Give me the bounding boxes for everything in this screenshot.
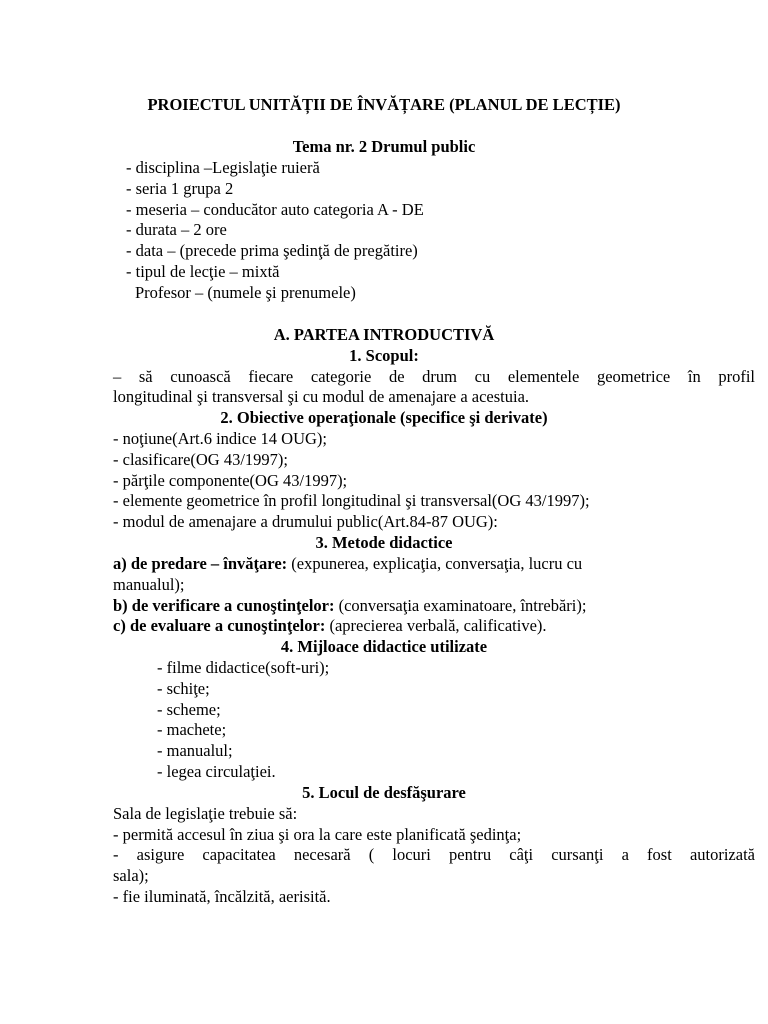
document-title: PROIECTUL UNITĂȚII DE ÎNVĂȚARE (PLANUL DE LECȚIE) — [147, 95, 621, 114]
objectives-heading: 2. Obiective operaţionale (specifice şi derivate) — [220, 408, 548, 427]
location-intro: Sala de legislaţie trebuie să: — [113, 804, 298, 823]
objective-item: - elemente geometrice în profil longitudinal şi transversal(OG 43/1997); — [113, 491, 590, 510]
method-teaching-label: a) de predare – învăţare: — [113, 554, 288, 573]
method-verification — [113, 595, 586, 616]
theme-heading: Tema nr. 2 Drumul public — [292, 137, 476, 156]
resource-item: - filme didactice(soft-uri); — [157, 658, 330, 677]
objective-item: - modul de amenajare a drumului public(Art.84-87 OUG): — [113, 512, 498, 531]
objective-item: - părţile componente(OG 43/1997); — [113, 471, 348, 490]
location-item-capacity: - asigure capacitatea necesară ( locuri pentru câţi cursanţi a fost autorizată — [113, 845, 755, 864]
info-duration: - durata – 2 ore — [126, 220, 227, 239]
location-item-conditions: - fie iluminată, încălzită, aerisită. — [113, 887, 331, 906]
info-discipline: - disciplina –Legislaţie ruieră — [126, 158, 320, 177]
info-profession: - meseria – conducător auto categoria A - DE — [126, 200, 424, 219]
scope-line-1: – să cunoască fiecare categorie de drum cu elementele geometrice în profil — [113, 367, 755, 386]
resource-item: - manualul; — [157, 741, 233, 760]
method-evaluation-text: (aprecierea verbală, calificative). — [325, 616, 547, 635]
resources-heading: 4. Mijloace didactice utilizate — [280, 637, 488, 656]
location-item-capacity-continued: sala); — [113, 866, 149, 885]
methods-heading: 3. Metode didactice — [315, 533, 453, 552]
location-heading: 5. Locul de desfăşurare — [302, 783, 466, 802]
method-teaching-text: (expunerea, explicaţia, conversaţia, lucru cu — [287, 554, 583, 573]
info-series: - seria 1 grupa 2 — [126, 179, 234, 198]
info-date: - data – (precede prima şedinţă de pregătire) — [126, 241, 418, 260]
scope-line-2: longitudinal şi transversal şi cu modul de amenajare a acestuia. — [113, 387, 530, 406]
method-verification-text: (conversaţia examinatoare, întrebări); — [334, 596, 587, 615]
info-teacher: Profesor – (numele şi prenumele) — [135, 283, 356, 302]
method-evaluation-label: c) de evaluare a cunoştinţelor: — [113, 616, 326, 635]
method-teaching — [113, 553, 582, 574]
resource-item: - schiţe; — [157, 679, 210, 698]
resource-item: - scheme; — [157, 700, 221, 719]
method-evaluation — [113, 615, 547, 636]
resource-item: - legea circulaţiei. — [157, 762, 276, 781]
method-verification-label: b) de verificare a cunoştinţelor: — [113, 596, 335, 615]
objective-item: - clasificare(OG 43/1997); — [113, 450, 289, 469]
location-item-access: - permită accesul în ziua şi ora la care este planificată şedinţa; — [113, 825, 522, 844]
objective-item: - noţiune(Art.6 indice 14 OUG); — [113, 429, 327, 448]
resource-item: - machete; — [157, 720, 227, 739]
scope-heading: 1. Scopul: — [349, 346, 419, 365]
info-lesson-type: - tipul de lecţie – mixtă — [126, 262, 280, 281]
section-a-heading: A. PARTEA INTRODUCTIVĂ — [273, 325, 495, 344]
method-teaching-continued: manualul); — [113, 575, 185, 594]
